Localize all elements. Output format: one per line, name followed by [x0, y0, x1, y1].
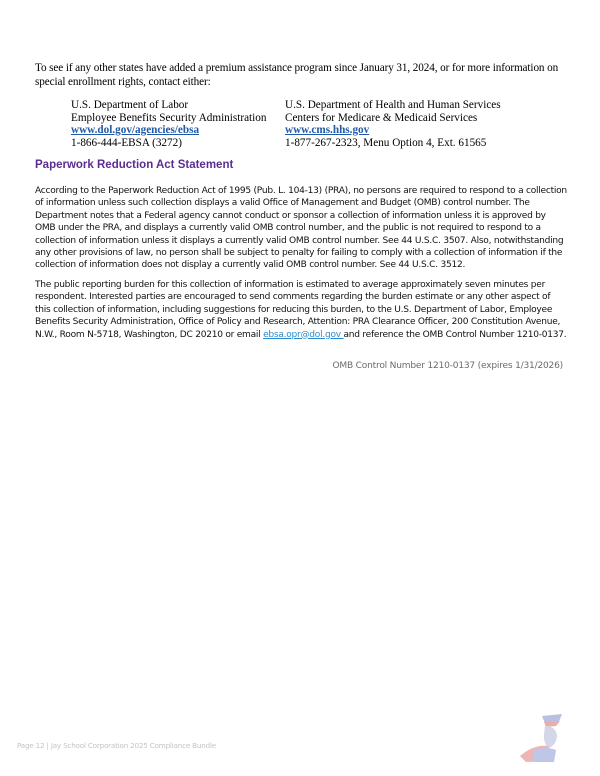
dol-agency: Employee Benefits Security Administration	[71, 111, 267, 124]
hhs-name: U.S. Department of Health and Human Services	[285, 99, 501, 111]
page-footer: Page 12 | Jay School Corporation 2025 Compliance Bundle	[17, 741, 216, 750]
pra-paragraph-2	[35, 279, 567, 341]
dol-link[interactable]: www.dol.gov/agencies/ebsa	[71, 124, 200, 136]
dol-name: U.S. Department of Labor	[71, 99, 189, 111]
hhs-agency: Centers for Medicare & Medicaid Services	[285, 111, 478, 124]
patriot-mascot-icon	[512, 712, 572, 764]
hhs-contact	[285, 99, 565, 149]
hhs-phone: 1-877-267-2323, Menu Option 4, Ext. 61565	[285, 136, 487, 149]
contact-block	[71, 99, 571, 149]
email-link[interactable]: ebsa.opr@dol.gov	[263, 329, 344, 340]
section-heading: Paperwork Reduction Act Statement	[35, 159, 234, 171]
dol-phone: 1-866-444-EBSA (3272)	[71, 136, 182, 149]
paragraph-text-after: and reference the OMB Control Number 1210-0137.	[343, 329, 567, 340]
dol-contact	[71, 99, 285, 149]
intro-paragraph: To see if any other states have added a premium assistance program since January 31, 2024, or for more information on special enrollment rights, contact either:	[35, 62, 559, 88]
cms-link[interactable]: www.cms.hhs.gov	[285, 124, 370, 136]
omb-control-number: OMB Control Number 1210-0137 (expires 1/31/2026)	[332, 361, 563, 371]
paragraph-text-before: The public reporting burden for this collection of information is estimated to average approximately seven minutes per respondent. Interested parties are encouraged to send comments regarding the burden estimate or any other aspect of this collection of information, including suggestions for reducing this burden, to the U.S. Department of Labor, Employee Benefits Security Administration, Office of Policy and Research, Attention: PRA Clearance Officer, 200 Constitution Avenue, N.W., Room N-5718, Washington, DC 20210 or email	[35, 280, 561, 340]
pra-paragraph-1: According to the Paperwork Reduction Act of 1995 (Pub. L. 104-13) (PRA), no persons are required to respond to a collection of information unless such collection displays a valid Office of Management and Budget (OMB) control number. The Department notes that a Federal agency cannot conduct or sponsor a collection of information unless it is approved by OMB under the PRA, and displays a currently valid OMB control number, and the public is not required to respond to a collection of information unless it displays a currently valid OMB control number. See 44 U.S.C. 3507. Also, notwithstanding any other provisions of law, no person shall be subject to penalty for failing to comply with a collection of information if the collection of information does not display a currently valid OMB control number. See 44 U.S.C. 3512.	[35, 186, 567, 271]
